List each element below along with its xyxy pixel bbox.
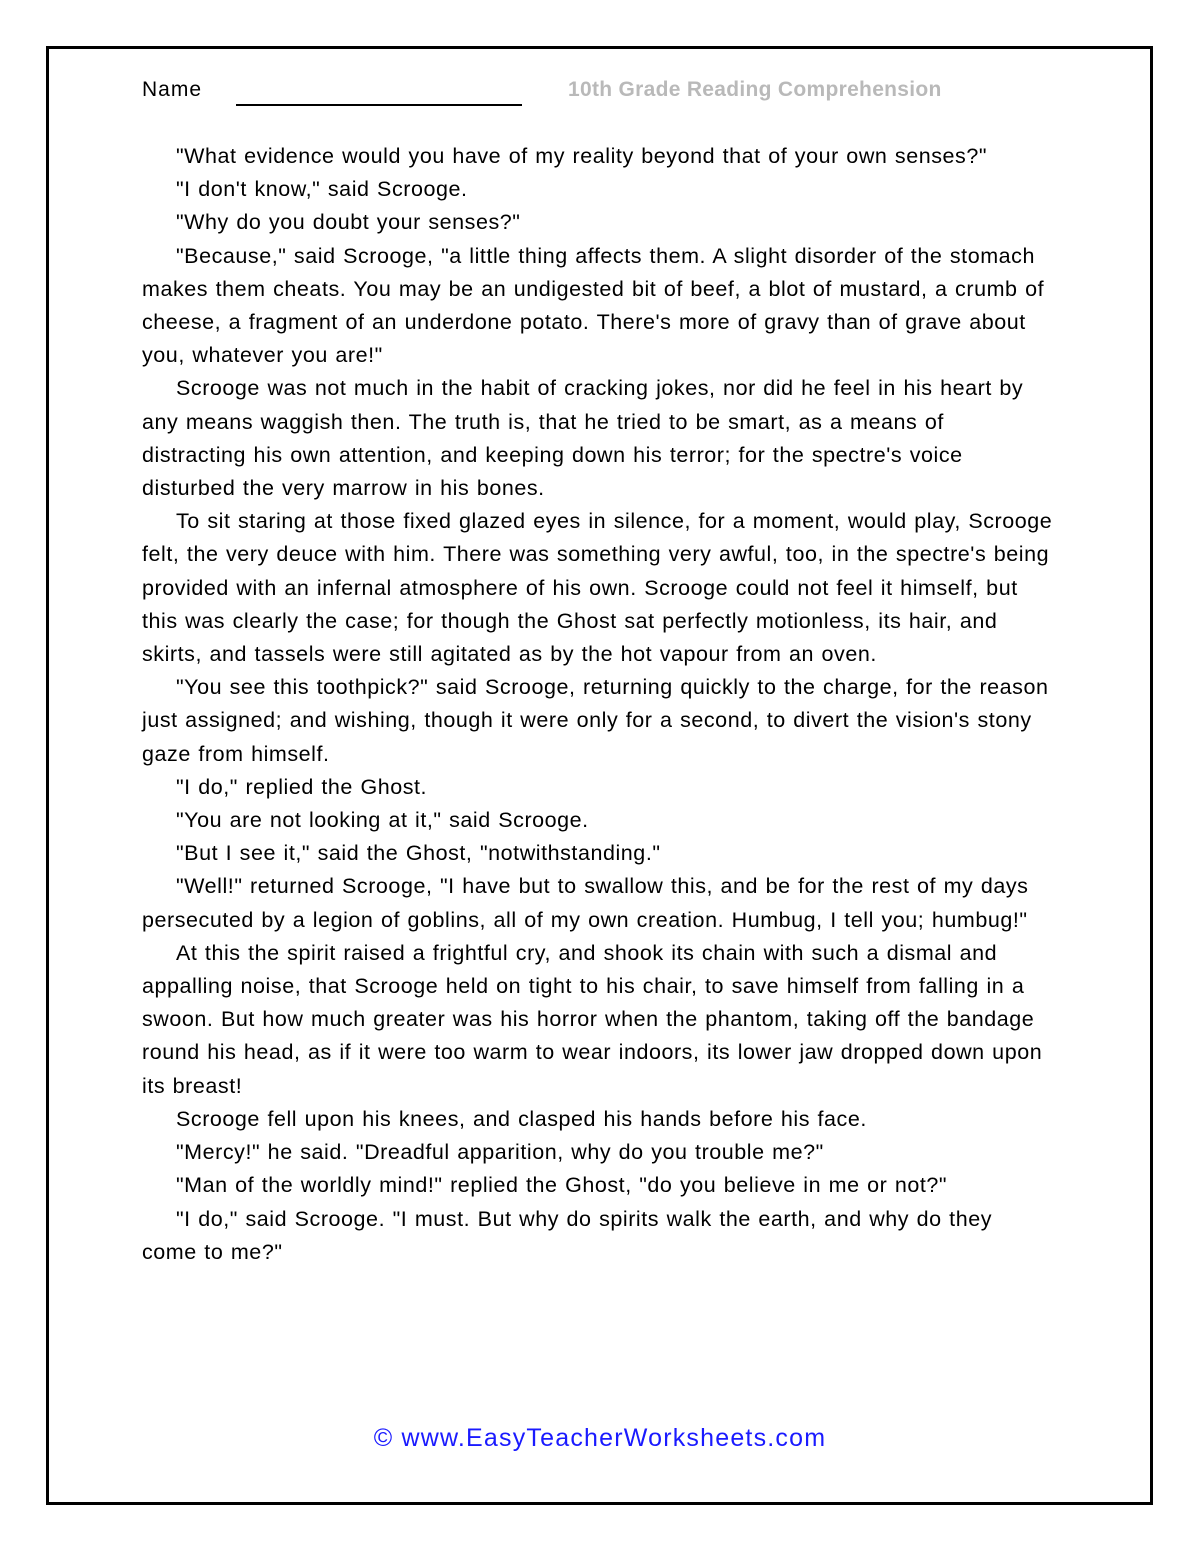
- story-paragraph: "Mercy!" he said. "Dreadful apparition, why do you trouble me?": [176, 1140, 824, 1165]
- story-paragraph: "I don't know," said Scrooge.: [176, 177, 468, 202]
- story-text: [142, 140, 1054, 1269]
- story-paragraph: At this the spirit raised a frightful cry, and shook its chain with such a dismal and appalling noise, that Scrooge held on tight to his chair, to save himself from falling in a swoon. But how much greater was his horror when the phantom, taking off the bandage round his head, as if it were too warm to wear indoors, its lower jaw dropped down upon its breast!: [142, 940, 1043, 1098]
- story-paragraph: Scrooge fell upon his knees, and clasped his hands before his face.: [176, 1106, 867, 1131]
- story-paragraph: "You are not looking at it," said Scrooge.: [176, 808, 589, 833]
- story-paragraph: "Why do you doubt your senses?": [176, 210, 521, 235]
- story-paragraph: Scrooge was not much in the habit of cracking jokes, nor did he feel in his heart by any means waggish then. The truth is, that he tried to be smart, as a means of distracting his own attention, and keeping down his terror; for the spectre's voice disturbed the very marrow in his bones.: [142, 376, 1024, 501]
- story-paragraph: "I do," replied the Ghost.: [176, 774, 428, 799]
- story-paragraph: "Because," said Scrooge, "a little thing affects them. A slight disorder of the stomach makes them cheats. You may be an undigested bit of beef, a blot of mustard, a crumb of cheese, a fragment of an underdone potato. There's more of gravy than of grave about you, whatever you are!": [142, 243, 1045, 368]
- name-label: Name: [142, 78, 203, 101]
- story-paragraph: "But I see it," said the Ghost, "notwithstanding.": [176, 841, 661, 866]
- story-paragraph: "You see this toothpick?" said Scrooge, returning quickly to the charge, for the reason just assigned; and wishing, though it were only for a second, to divert the vision's stony gaze from himself.: [142, 675, 1049, 766]
- footer-copyright-link[interactable]: © www.EasyTeacherWorksheets.com: [373, 1424, 827, 1452]
- story-paragraph: To sit staring at those fixed glazed eyes in silence, for a moment, would play, Scrooge felt, the very deuce with him. There was something very awful, too, in the spectre's being provided with an infernal atmosphere of his own. Scrooge could not feel it himself, but this was clearly the case; for though the Ghost sat perfectly motionless, its hair, and skirts, and tassels were still agitated as by the hot vapour from an oven.: [142, 509, 1053, 667]
- worksheet-header: [142, 74, 1042, 114]
- story-paragraph: "Well!" returned Scrooge, "I have but to swallow this, and be for the rest of my days persecuted by a legion of goblins, all of my own creation. Humbug, I tell you; humbug!": [142, 874, 1029, 932]
- story-paragraph: "Man of the worldly mind!" replied the Ghost, "do you believe in me or not?": [176, 1173, 948, 1198]
- story-paragraph: "I do," said Scrooge. "I must. But why do spirits walk the earth, and why do they come to me?": [142, 1206, 993, 1264]
- worksheet-title: 10th Grade Reading Comprehension: [568, 78, 942, 101]
- story-paragraph: "What evidence would you have of my reality beyond that of your own senses?": [176, 144, 988, 168]
- name-write-line[interactable]: [236, 104, 522, 106]
